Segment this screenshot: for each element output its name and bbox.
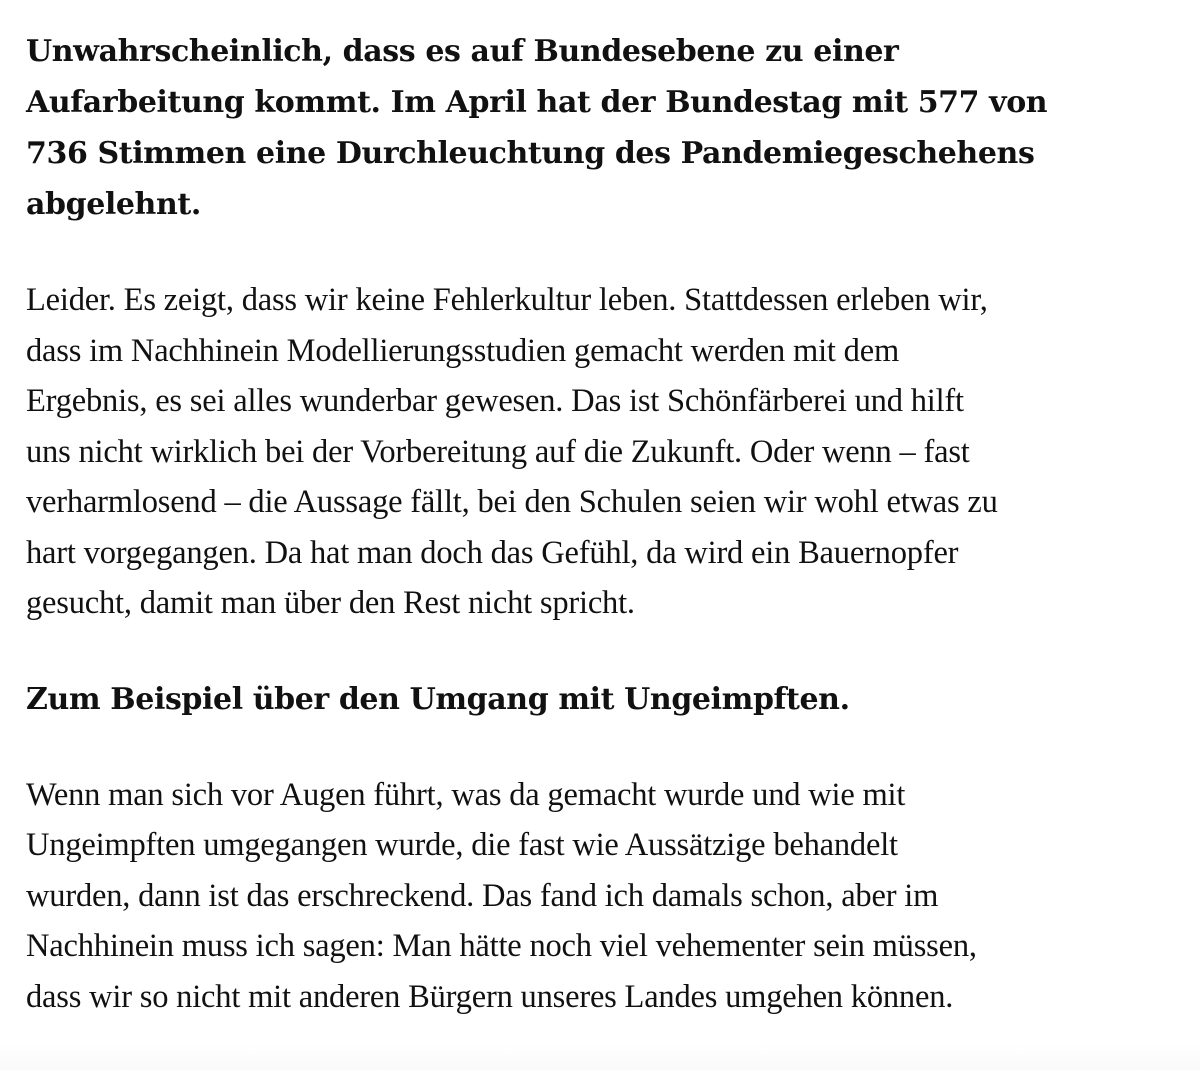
answer-line: uns nicht wirklich bei der Vorbereitung auf die Zukunft. Oder wenn – fast [26,433,970,470]
answer-line: Wenn man sich vor Augen führt, was da gemacht wurde und wie mit [26,776,906,813]
question-line: Zum Beispiel über den Umgang mit Ungeimpften. [26,681,850,717]
answer-line: dass im Nachhinein Modellierungsstudien gemacht werden mit dem [26,332,900,369]
question-line: Aufarbeitung kommt. Im April hat der Bundestag mit 577 von [26,85,1048,120]
answer-line: Leider. Es zeigt, dass wir keine Fehlerkultur leben. Stattdessen erleben wir, [26,282,988,318]
question-line: 736 Stimmen eine Durchleuchtung des Pandemiegeschehens [26,136,1035,171]
question-line: abgelehnt. [26,187,201,222]
answer-line: verharmlosend – die Aussage fällt, bei den Schulen seien wir wohl etwas zu [26,484,998,520]
answer-line: Ungeimpften umgegangen wurde, die fast wie Aussätzige behandelt [26,827,898,863]
interview-answer [26,275,1176,629]
interview-question [26,674,1176,725]
answer-line: gesucht, damit man über den Rest nicht spricht. [26,585,635,621]
interview-article [26,26,1176,1022]
answer-line: Nachhinein muss ich sagen: Man hätte noch viel vehementer sein müssen, [26,928,977,964]
interview-question [26,26,1176,230]
answer-line: dass wir so nicht mit anderen Bürgern unseres Landes umgehen können. [26,978,954,1015]
answer-line: hart vorgegangen. Da hat man doch das Gefühl, da wird ein Bauernopfer [26,534,959,571]
answer-line: wurden, dann ist das erschreckend. Das fand ich damals schon, aber im [26,877,939,914]
bottom-fade [0,1044,1200,1070]
answer-line: Ergebnis, es sei alles wunderbar gewesen. Das ist Schönfärberei und hilft [26,383,964,419]
interview-answer [26,770,1176,1023]
question-line: Unwahrscheinlich, dass es auf Bundesebene zu einer [26,34,899,69]
